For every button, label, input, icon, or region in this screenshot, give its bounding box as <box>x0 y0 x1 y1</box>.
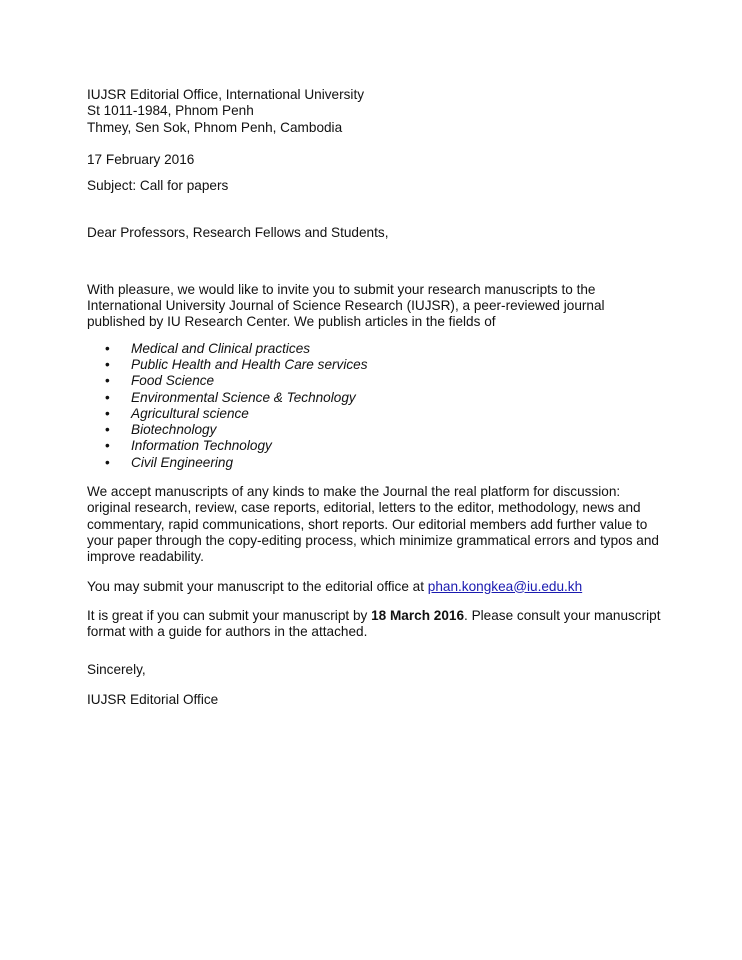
field-label: Public Health and Health Care services <box>131 356 368 372</box>
deadline-line-2: format with a guide for authors in the attached. <box>87 624 368 640</box>
field-label: Environmental Science & Technology <box>131 389 356 405</box>
bullet-icon: • <box>105 373 110 389</box>
deadline-paragraph <box>87 608 672 641</box>
field-label: Medical and Clinical practices <box>131 340 311 356</box>
salutation: Dear Professors, Research Fellows and Students, <box>87 225 389 241</box>
accept-line-3: commentary, rapid communications, short reports. Our editorial members add further value to <box>87 516 648 532</box>
field-label: Civil Engineering <box>131 454 234 470</box>
address-line-2: St 1011-1984, Phnom Penh <box>87 103 254 119</box>
list-item <box>87 406 672 422</box>
accept-line-4: your paper through the copy-editing process, which minimize grammatical errors and typos and <box>87 532 659 548</box>
list-item <box>87 422 672 438</box>
bullet-icon: • <box>105 438 110 454</box>
address-line-1: IUJSR Editorial Office, International University <box>87 87 365 102</box>
deadline-date: 18 March 2016 <box>371 607 465 623</box>
fields-list <box>87 341 672 471</box>
field-label: Food Science <box>131 373 215 389</box>
bullet-icon: • <box>105 389 110 405</box>
list-item <box>87 438 672 454</box>
field-label: Biotechnology <box>131 422 217 438</box>
list-item <box>87 357 672 373</box>
bullet-icon: • <box>105 405 110 421</box>
letter-date: 17 February 2016 <box>87 151 195 167</box>
intro-line-1: With pleasure, we would like to invite you to submit your research manuscripts to the <box>87 281 596 297</box>
field-label: Agricultural science <box>131 405 249 421</box>
bullet-icon: • <box>105 422 110 438</box>
submit-paragraph <box>87 579 672 595</box>
letter-subject: Subject: Call for papers <box>87 178 229 194</box>
deadline-suffix: . Please consult your manuscript <box>464 607 661 623</box>
list-item <box>87 341 672 357</box>
bullet-icon: • <box>105 356 110 372</box>
submit-text: You may submit your manuscript to the editorial office at <box>87 578 428 594</box>
letter-body <box>87 87 672 708</box>
list-item <box>87 455 672 471</box>
bullet-icon: • <box>105 454 110 470</box>
email-link[interactable]: phan.kongkea@iu.edu.kh <box>427 578 583 594</box>
closing: Sincerely, <box>87 662 146 678</box>
list-item <box>87 390 672 406</box>
field-label: Information Technology <box>131 438 272 454</box>
address-line-3: Thmey, Sen Sok, Phnom Penh, Cambodia <box>87 119 343 135</box>
intro-line-2: International University Journal of Science Research (IUJSR), a peer-reviewed journal <box>87 298 605 314</box>
bullet-icon: • <box>105 340 110 356</box>
deadline-prefix: It is great if you can submit your manuscript by <box>87 607 372 623</box>
accept-paragraph <box>87 484 672 565</box>
accept-line-1: We accept manuscripts of any kinds to make the Journal the real platform for discussion: <box>87 484 621 500</box>
accept-line-2: original research, review, case reports, editorial, letters to the editor, methodology, news and <box>87 500 641 516</box>
intro-paragraph <box>87 282 672 331</box>
signature: IUJSR Editorial Office <box>87 691 219 707</box>
list-item <box>87 373 672 389</box>
accept-line-5: improve readability. <box>87 549 204 565</box>
intro-line-3: published by IU Research Center. We publish articles in the fields of <box>87 314 496 330</box>
sender-address <box>87 87 672 136</box>
